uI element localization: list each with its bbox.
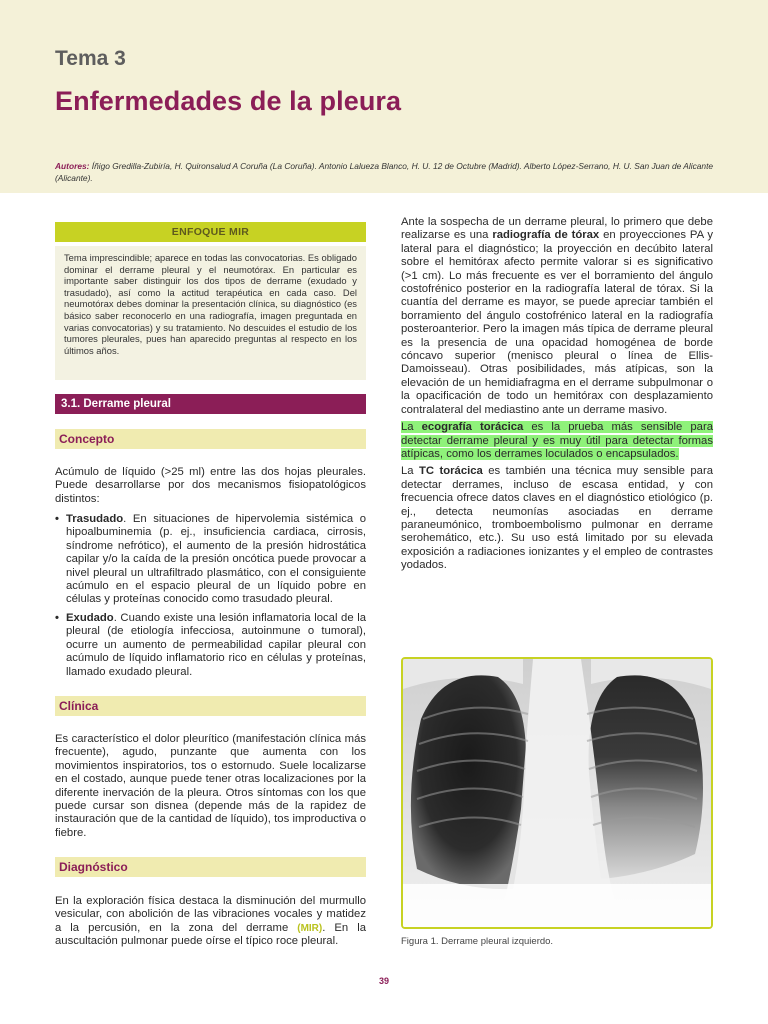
bullet-trasudado xyxy=(55,513,366,607)
left-lung-shape xyxy=(589,675,703,879)
bullet-dot: • xyxy=(55,513,59,525)
authors-label: Autores: xyxy=(55,161,90,171)
chapter-title: Enfermedades de la pleura xyxy=(55,86,402,116)
authors-text: Íñigo Gredilla-Zubiría, H. Quironsalud A Coruña (La Coruña). Antonio Lalueza Blanco, H. U. 12 de Octubre (Madrid). Alberto López-Serrano, H. U. San Juan de Alicante (Alicante). xyxy=(55,161,714,183)
chest-xray-figure xyxy=(401,657,713,929)
enfoque-mir-label: ENFOQUE MIR xyxy=(55,222,366,242)
exudado-term: Exudado xyxy=(66,612,114,624)
p1-text-b: en proyecciones PA y lateral para el diagnóstico; la proyección en decúbito lateral sobre el hemitórax afecto permite valorar si es significativo (>1 cm). Lo más frecuente es ver el borramiento del ángulo costofrénico posterior en la radiografía lateral de tórax. Si la cuantía del derrame es mayor, se puede apreciar también el borramiento del ángulo costofrénico lateral en la radiografía posteroanterior. Pero la imagen más típica de derrame pleural es la presencia de una opacidad homogénea de borde cóncavo superior (menisco pleural o línea de Ellis-Damoisseau). Otras posibilidades, más atípicas, son la elevación de un hemidiafragma en el derrame subpulmonar o la opacificación de todo un hemitórax con desplazamiento contralateral del mediastino ante un derrame masivo. xyxy=(401,229,714,416)
clinica-text: Es característico el dolor pleurítico (manifestación clínica más frecuente), agudo, punzante que aumenta con los movimientos inspiratorios, tos o estornudo. Suele localizarse en el costado, aunque puede tener otras localizaciones por la diferente inervación de la pleura. Otros síntomas con los que puede cursar son disnea (depende más de la rapidez de instauración que de la cantidad de líquido), tos improductiva o fiebre. xyxy=(55,733,366,839)
chapter-number: Tema 3 xyxy=(55,47,126,70)
p1-bold: radiografía de tórax xyxy=(492,229,600,242)
mir-tag: (MIR) xyxy=(297,922,323,934)
section-title: 3.1. Derrame pleural xyxy=(55,394,366,414)
bullet-exudado xyxy=(55,612,366,679)
concepto-heading: Concepto xyxy=(55,429,366,449)
p3-text-a: La xyxy=(401,465,419,478)
diagnostico-text-a: En la exploración física destaca la disminución del murmullo vesicular, con abolición de las vibraciones vocales y matidez a la percusión, en la zona del derrame xyxy=(55,895,366,934)
p3-text-b: es también una técnica muy sensible para detectar derrames, incluso de escasa entidad, y con frecuencia ofrece datos claves en el diagnóstico etiológico (p. ej., detecta neumonías asociadas en derrame paraneumónico, tromboembolismo pulmonar en derrame serohemático, etc.). Su uso está limitado por su elevada exposición a radiaciones ionizantes y el empleo de contrastes yodados. xyxy=(401,465,713,572)
chest-xray-image xyxy=(403,659,711,927)
trasudado-text: . En situaciones de hipervolemia sistémica o hipoalbuminemia (p. ej., insuficiencia cardiaca, cirrosis, síndrome nefrótico), el aumento de la presión hidrostática capilar y/o la caída de la presión oncótica puede provocar a nivel pleural un ultrafiltrado plasmático, con el consiguiente acúmulo en el espacio pleural de un líquido pobre en células y proteínas conocido como trasudado pleural. xyxy=(66,513,366,606)
p2-text-b: es la prueba más sensible para detectar derrame pleural y es muy útil para detectar formas atípicas, como los derrames loculados o encapsulados. xyxy=(401,421,713,460)
diagnostico-text-b: . En la auscultación pulmonar puede oírse el típico roce pleural. xyxy=(55,921,366,948)
concepto-intro: Acúmulo de líquido (>25 ml) entre las dos hojas pleurales. Puede desarrollarse por dos mecanismos fisiopatológicos distintos: xyxy=(55,466,366,505)
ecografia-highlight xyxy=(401,421,713,460)
bullet-dot: • xyxy=(55,612,59,624)
radiografia-paragraph xyxy=(401,216,713,417)
figure-caption: Figura 1. Derrame pleural izquierdo. xyxy=(401,936,554,947)
diagnostico-text xyxy=(55,895,366,949)
authors-line xyxy=(55,160,715,184)
p2-text-a: La xyxy=(401,421,422,434)
clinica-heading: Clínica xyxy=(55,696,366,716)
left-column xyxy=(55,222,366,948)
p2-bold: ecografía torácica xyxy=(421,421,524,434)
chapter-header xyxy=(0,0,768,193)
right-column xyxy=(401,216,713,573)
tc-paragraph xyxy=(401,465,713,572)
exudado-text: . Cuando existe una lesión inflamatoria local de la pleural (de etiología infecciosa, autoinmune o tumoral), ocurre un aumento de permeabilidad capilar pleural con acúmulo de líquido inflamatorio rico en células y proteínas, llamado exudado pleural. xyxy=(66,612,366,678)
p1-text-a: Ante la sospecha de un derrame pleural, lo primero que debe realizarse es una xyxy=(401,216,713,242)
diagnostico-heading: Diagnóstico xyxy=(55,857,366,877)
trasudado-term: Trasudado xyxy=(66,513,124,525)
page-number: 39 xyxy=(378,976,389,986)
enfoque-mir-text: Tema imprescindible; aparece en todas las convocatorias. Es obligado dominar el derrame pleural y el neumotórax. En particular es importante saber distinguir los dos tipos de derrame (exudado y trasudado), así como la actitud terapéutica en cada caso. Del neumotórax debes dominar la presentación clínica, su diagnóstico (es básico saber reconocerlo en una radiografía, imagen preguntada en varias convocatorias) y su tratamiento. No descuides el estudio de los tumores pleurales, pues han aparecido preguntas al respecto en los últimos años. xyxy=(55,246,366,380)
ecografia-paragraph xyxy=(401,421,713,461)
p3-bold: TC torácica xyxy=(419,465,483,478)
